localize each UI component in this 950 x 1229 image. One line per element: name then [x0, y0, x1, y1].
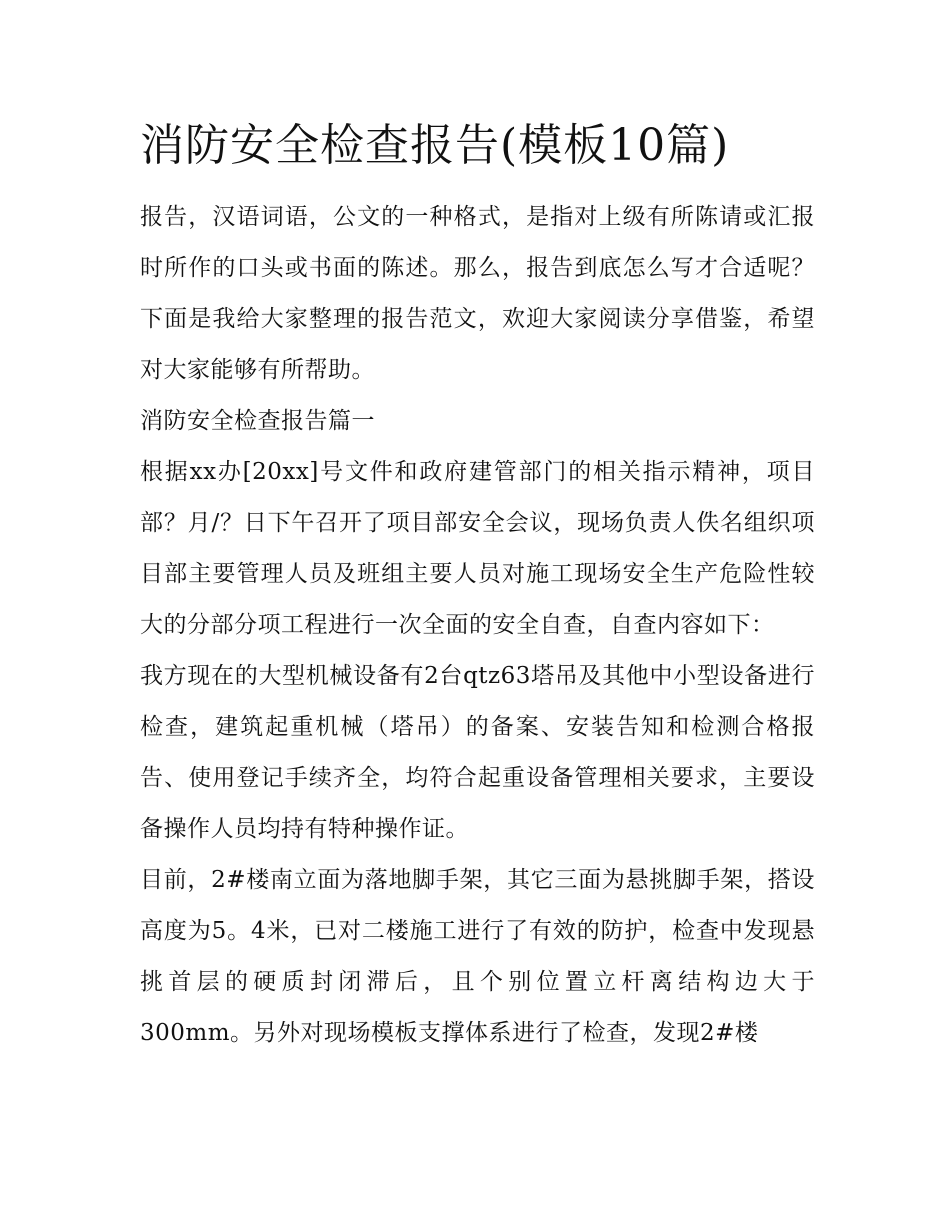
body-paragraph: 目前，2#楼南立面为落地脚手架，其它三面为悬挑脚手架，搭设高度为5。4米，已对二楼施工进行了有效的防护，检查中发现悬挑首层的硬质封闭滞后，且个别位置立杆离结构边大于300mm。另外对现场模板支撑体系进行了检查，发现2#楼 [140, 867, 815, 1046]
intro-paragraph: 报告，汉语词语，公文的一种格式，是指对上级有所陈请或汇报时所作的口头或书面的陈述。那么，报告到底怎么写才合适呢？下面是我给大家整理的报告范文，欢迎大家阅读分享借鉴，希望对大家能够有所帮助。 [140, 204, 815, 383]
document-title: 消防安全检查报告(模板10篇) [140, 120, 730, 171]
body-paragraph: 根据xx办[20xx]号文件和政府建管部门的相关指示精神，项目部？月/？日下午召开了项目部安全会议，现场负责人佚名组织项目部主要管理人员及班组主要人员对施工现场安全生产危险性较大的分部分项工程进行一次全面的安全自查，自查内容如下： [140, 459, 815, 638]
section-heading: 消防安全检查报告篇一 [140, 408, 375, 434]
body-paragraph: 我方现在的大型机械设备有2台qtz63塔吊及其他中小型设备进行检查，建筑起重机械（塔吊）的备案、安装告知和检测合格报告、使用登记手续齐全，均符合起重设备管理相关要求，主要设备操作人员均持有特种操作证。 [140, 663, 815, 842]
document-page [140, 116, 815, 1059]
